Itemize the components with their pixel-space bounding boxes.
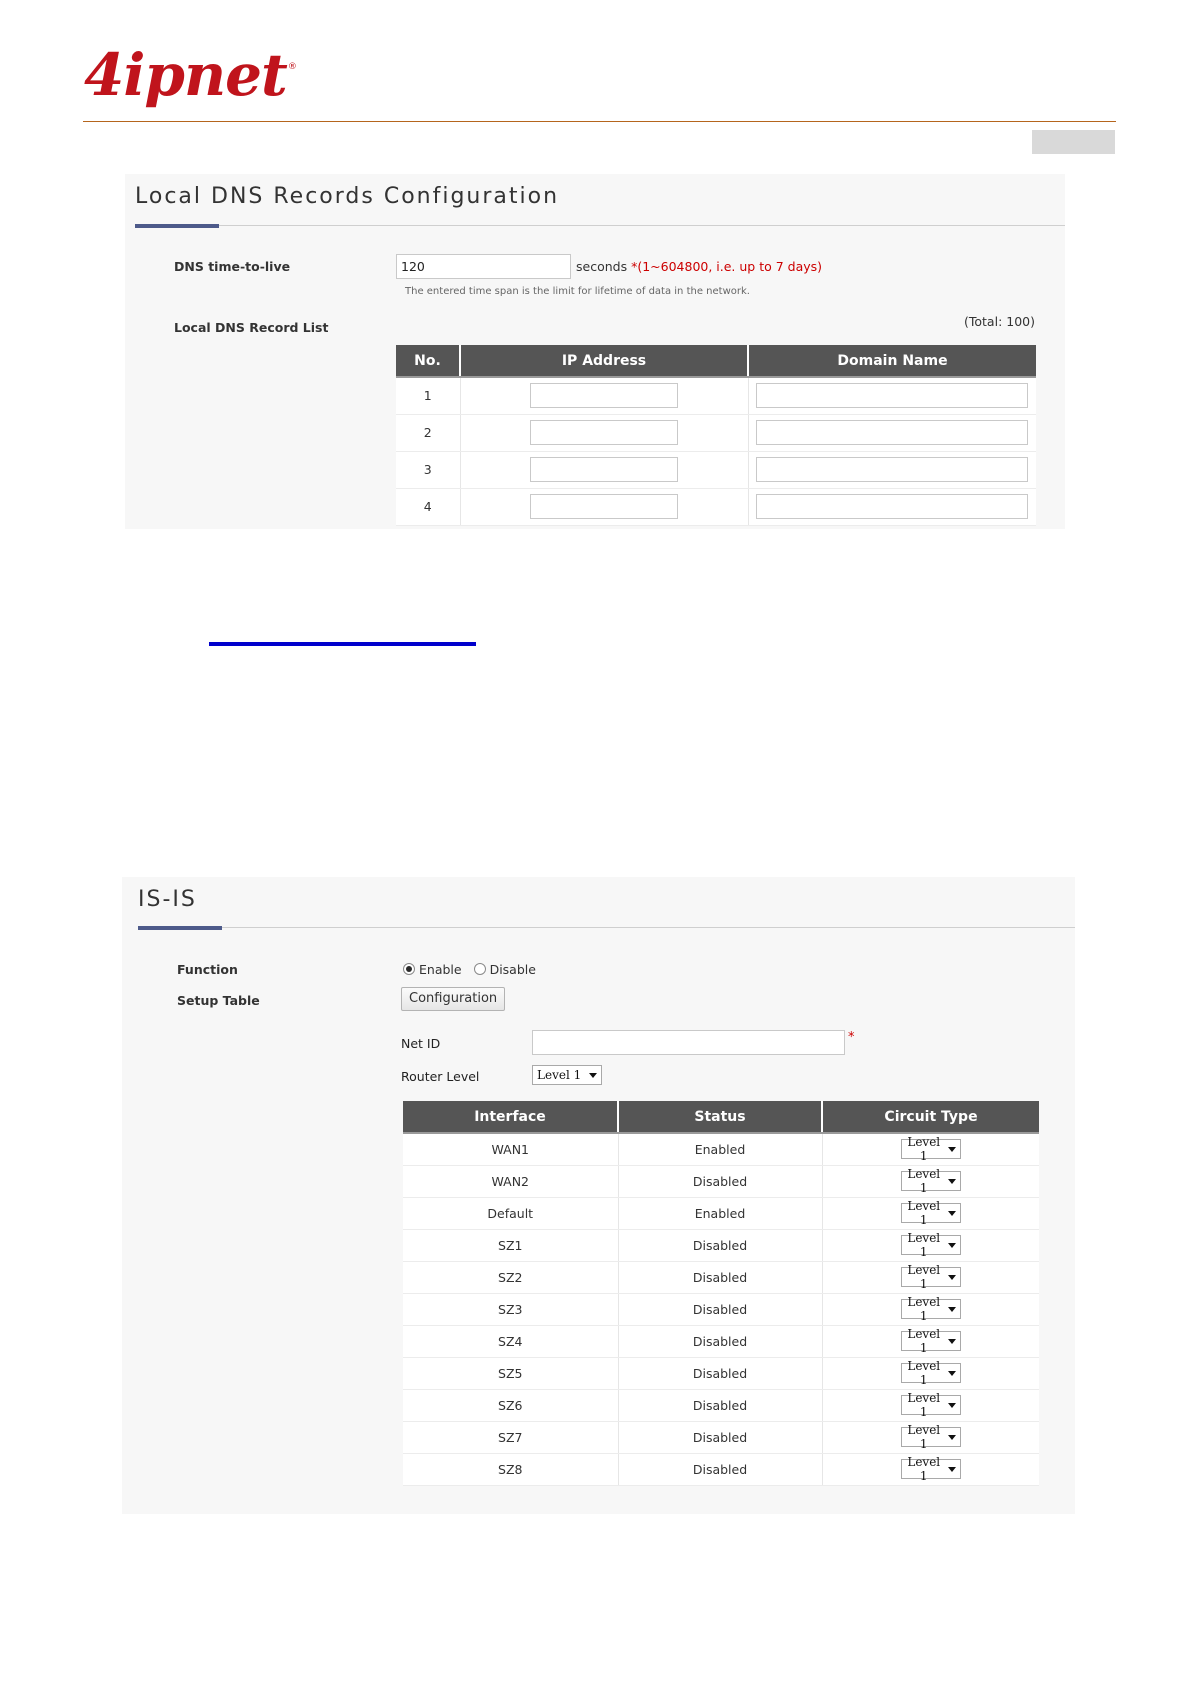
circuit-type-value: Level 1: [907, 1391, 941, 1419]
col-header-domain: Domain Name: [748, 345, 1036, 377]
chevron-down-icon: [948, 1179, 956, 1184]
table-row: [403, 1165, 1039, 1197]
interface-name: WAN2: [403, 1165, 618, 1197]
header-divider: [83, 121, 1116, 122]
interface-status: Disabled: [618, 1165, 822, 1197]
table-row: [403, 1293, 1039, 1325]
interface-status: Enabled: [618, 1197, 822, 1229]
interface-name: Default: [403, 1197, 618, 1229]
logo-text: 4ipnet: [84, 41, 287, 109]
chevron-down-icon: [948, 1147, 956, 1152]
interface-name: SZ3: [403, 1293, 618, 1325]
chevron-down-icon: [948, 1339, 956, 1344]
table-row: [403, 1453, 1039, 1485]
circuit-type-value: Level 1: [907, 1135, 941, 1164]
circuit-type-select[interactable]: [901, 1295, 961, 1323]
chevron-down-icon: [948, 1211, 956, 1216]
interface-status: Enabled: [618, 1133, 822, 1165]
interface-name: SZ7: [403, 1421, 618, 1453]
chevron-down-icon: [589, 1073, 597, 1078]
interface-name: SZ8: [403, 1453, 618, 1485]
panel-title: IS-IS: [138, 887, 197, 912]
table-row: [403, 1197, 1039, 1229]
domain-name-input[interactable]: [756, 383, 1028, 408]
domain-name-input[interactable]: [756, 494, 1028, 519]
function-radio-group: [403, 962, 536, 977]
router-level-select[interactable]: [532, 1065, 602, 1085]
disable-radio[interactable]: [474, 963, 486, 975]
title-divider: [138, 927, 1075, 928]
circuit-type-select[interactable]: [901, 1455, 961, 1483]
configuration-button[interactable]: Configuration: [401, 987, 505, 1011]
circuit-type-select[interactable]: [901, 1423, 961, 1451]
setup-table-label: Setup Table: [177, 993, 260, 1008]
ttl-help-text: The entered time span is the limit for lifetime of data in the network.: [405, 286, 750, 297]
dns-total-count: (Total: 100): [964, 314, 1035, 329]
chevron-down-icon: [948, 1403, 956, 1408]
table-row: [396, 414, 1036, 451]
interface-status: Disabled: [618, 1357, 822, 1389]
col-header-circuit-type: Circuit Type: [822, 1101, 1039, 1133]
row-number: 3: [396, 451, 460, 488]
table-row: [403, 1229, 1039, 1261]
col-header-ip: IP Address: [460, 345, 748, 377]
table-row: [403, 1325, 1039, 1357]
row-number: 1: [396, 377, 460, 414]
table-row: [403, 1389, 1039, 1421]
table-row: [403, 1261, 1039, 1293]
table-row: [396, 451, 1036, 488]
dns-records-panel: [125, 174, 1065, 529]
table-row: [396, 377, 1036, 414]
chevron-down-icon: [948, 1243, 956, 1248]
table-row: [396, 488, 1036, 525]
chevron-down-icon: [948, 1435, 956, 1440]
link-underline: [209, 642, 476, 646]
router-level-value: Level 1: [537, 1068, 582, 1082]
circuit-type-select[interactable]: [901, 1359, 961, 1387]
interface-name: SZ4: [403, 1325, 618, 1357]
row-number: 4: [396, 488, 460, 525]
col-header-status: Status: [618, 1101, 822, 1133]
circuit-type-value: Level 1: [907, 1295, 941, 1323]
netid-label: Net ID: [401, 1036, 441, 1051]
isis-panel: [122, 877, 1075, 1514]
table-row: [403, 1421, 1039, 1453]
circuit-type-select[interactable]: [901, 1199, 961, 1227]
interface-status: Disabled: [618, 1453, 822, 1485]
title-divider: [135, 225, 1065, 226]
circuit-type-select[interactable]: [901, 1135, 961, 1164]
table-row: [403, 1357, 1039, 1389]
interface-status: Disabled: [618, 1389, 822, 1421]
title-accent-bar: [135, 224, 219, 228]
enable-label: Enable: [419, 962, 462, 977]
interface-status: Disabled: [618, 1421, 822, 1453]
interface-status: Disabled: [618, 1325, 822, 1357]
circuit-type-value: Level 1: [907, 1455, 941, 1483]
dns-list-label: Local DNS Record List: [174, 320, 329, 335]
ip-address-input[interactable]: [530, 457, 678, 482]
interface-name: WAN1: [403, 1133, 618, 1165]
circuit-type-select[interactable]: [901, 1391, 961, 1419]
circuit-type-select[interactable]: [901, 1231, 961, 1259]
circuit-type-value: Level 1: [907, 1231, 941, 1259]
interface-name: SZ1: [403, 1229, 618, 1261]
panel-title: Local DNS Records Configuration: [135, 184, 560, 209]
ip-address-input[interactable]: [530, 420, 678, 445]
ttl-label: DNS time-to-live: [174, 259, 291, 274]
circuit-type-value: Level 1: [907, 1327, 941, 1355]
table-row: [403, 1133, 1039, 1165]
enable-radio[interactable]: [403, 963, 415, 975]
circuit-type-select[interactable]: [901, 1263, 961, 1291]
dns-records-table: [396, 345, 1036, 526]
circuit-type-value: Level 1: [907, 1167, 941, 1195]
ttl-unit-line: [576, 259, 822, 274]
router-level-label: Router Level: [401, 1069, 480, 1084]
logo-registered-mark: ®: [287, 62, 297, 72]
function-label: Function: [177, 962, 238, 977]
circuit-type-select[interactable]: [901, 1167, 961, 1195]
circuit-type-value: Level 1: [907, 1263, 941, 1291]
circuit-type-value: Level 1: [907, 1199, 941, 1227]
circuit-type-value: Level 1: [907, 1359, 941, 1387]
isis-interface-table: [403, 1101, 1039, 1486]
circuit-type-select[interactable]: [901, 1327, 961, 1355]
chevron-down-icon: [948, 1307, 956, 1312]
ip-address-input[interactable]: [530, 383, 678, 408]
row-number: 2: [396, 414, 460, 451]
page-tab-marker: [1032, 130, 1115, 154]
brand-logo: [84, 40, 297, 110]
chevron-down-icon: [948, 1275, 956, 1280]
netid-required-mark: *: [848, 1030, 855, 1045]
ttl-input[interactable]: [396, 254, 571, 279]
title-accent-bar: [138, 926, 222, 930]
netid-input[interactable]: [532, 1030, 845, 1055]
interface-name: SZ5: [403, 1357, 618, 1389]
domain-name-input[interactable]: [756, 420, 1028, 445]
interface-name: SZ2: [403, 1261, 618, 1293]
chevron-down-icon: [948, 1371, 956, 1376]
ip-address-input[interactable]: [530, 494, 678, 519]
disable-label: Disable: [489, 962, 536, 977]
col-header-no: No.: [396, 345, 460, 377]
domain-name-input[interactable]: [756, 457, 1028, 482]
interface-name: SZ6: [403, 1389, 618, 1421]
interface-status: Disabled: [618, 1293, 822, 1325]
ttl-range-hint: *(1~604800, i.e. up to 7 days): [631, 259, 823, 274]
ttl-unit: seconds: [576, 259, 628, 274]
interface-status: Disabled: [618, 1261, 822, 1293]
chevron-down-icon: [948, 1467, 956, 1472]
interface-status: Disabled: [618, 1229, 822, 1261]
col-header-interface: Interface: [403, 1101, 618, 1133]
circuit-type-value: Level 1: [907, 1423, 941, 1451]
